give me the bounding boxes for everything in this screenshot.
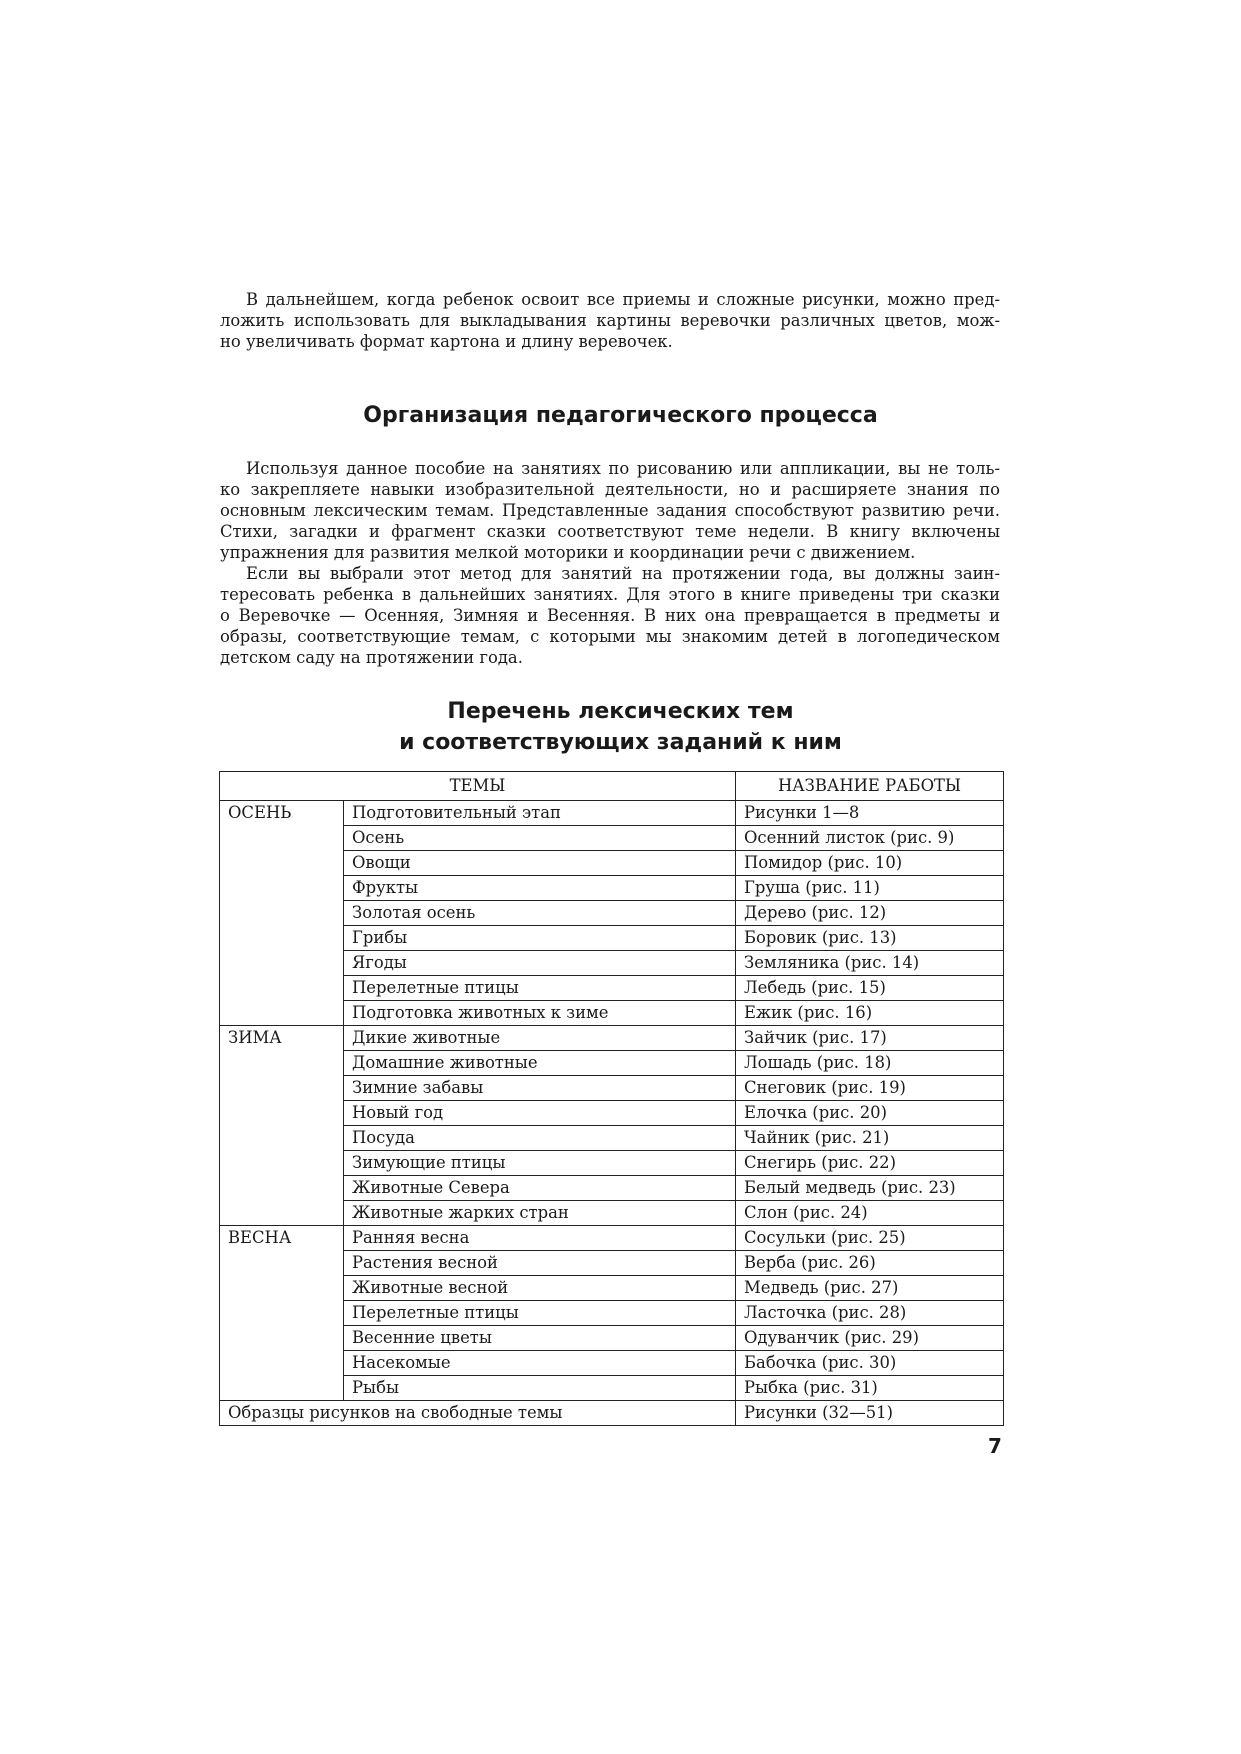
table-title-line-2: и соответствующих заданий к ним	[399, 730, 842, 755]
season-cell	[220, 976, 344, 1001]
season-cell	[220, 1251, 344, 1276]
header-topics: ТЕМЫ	[220, 772, 736, 801]
work-cell: Елочка (рис. 20)	[736, 1101, 1004, 1126]
table-header-row	[220, 772, 1004, 801]
paragraph-line: основным лексическим темам. Представленные задания способствуют развитию речи.	[220, 501, 1000, 520]
paragraph-method	[220, 563, 1000, 668]
topic-cell: Грибы	[344, 926, 736, 951]
season-cell	[220, 1301, 344, 1326]
season-cell	[220, 1326, 344, 1351]
table-row	[220, 1251, 1004, 1276]
paragraph-line: Если вы выбрали этот метод для занятий на протяжении года, вы должны заин-	[246, 564, 1000, 583]
topic-cell: Растения весной	[344, 1251, 736, 1276]
work-cell: Дерево (рис. 12)	[736, 901, 1004, 926]
topic-cell: Насекомые	[344, 1351, 736, 1376]
work-cell: Боровик (рис. 13)	[736, 926, 1004, 951]
topic-cell: Овощи	[344, 851, 736, 876]
work-cell: Верба (рис. 26)	[736, 1251, 1004, 1276]
table-row	[220, 1151, 1004, 1176]
table-row	[220, 851, 1004, 876]
work-cell: Ласточка (рис. 28)	[736, 1301, 1004, 1326]
season-cell	[220, 851, 344, 876]
season-cell	[220, 1376, 344, 1401]
topic-cell: Зимующие птицы	[344, 1151, 736, 1176]
section-heading: Организация педагогического процесса	[363, 403, 878, 428]
footer-topic-cell: Образцы рисунков на свободные темы	[220, 1401, 736, 1426]
work-cell: Зайчик (рис. 17)	[736, 1026, 1004, 1051]
topic-cell: Дикие животные	[344, 1026, 736, 1051]
work-cell: Медведь (рис. 27)	[736, 1276, 1004, 1301]
topic-cell: Перелетные птицы	[344, 976, 736, 1001]
topic-cell: Фрукты	[344, 876, 736, 901]
season-cell	[220, 1276, 344, 1301]
table-row	[220, 1176, 1004, 1201]
topic-cell: Подготовка животных к зиме	[344, 1001, 736, 1026]
topic-cell: Перелетные птицы	[344, 1301, 736, 1326]
table-row	[220, 1101, 1004, 1126]
topic-cell: Животные жарких стран	[344, 1201, 736, 1226]
work-cell: Ежик (рис. 16)	[736, 1001, 1004, 1026]
season-cell	[220, 1176, 344, 1201]
intro-line: но увеличивать формат картона и длину веревочек.	[220, 332, 673, 351]
paragraph-line: упражнения для развития мелкой моторики и координации речи с движением.	[220, 543, 916, 562]
table-row	[220, 1351, 1004, 1376]
topic-cell: Домашние животные	[344, 1051, 736, 1076]
intro-line: В дальнейшем, когда ребенок освоит все приемы и сложные рисунки, можно пред-	[246, 290, 1000, 309]
work-cell: Белый медведь (рис. 23)	[736, 1176, 1004, 1201]
work-cell: Сосульки (рис. 25)	[736, 1226, 1004, 1251]
paragraph-line: тересовать ребенка в дальнейших занятиях. Для этого в книге приведены три сказки	[220, 585, 1000, 604]
paragraph-usage	[220, 458, 1000, 563]
season-cell	[220, 1126, 344, 1151]
season-cell	[220, 1351, 344, 1376]
paragraph-line: ко закрепляете навыки изобразительной деятельности, но и расширяете знания по	[220, 480, 1000, 499]
season-cell	[220, 1151, 344, 1176]
topic-cell: Ягоды	[344, 951, 736, 976]
work-cell: Рисунки 1—8	[736, 801, 1004, 826]
paragraph-line: Стихи, загадки и фрагмент сказки соответствуют теме недели. В книгу включены	[220, 522, 1000, 541]
table-row	[220, 1126, 1004, 1151]
work-cell: Бабочка (рис. 30)	[736, 1351, 1004, 1376]
table-row	[220, 1026, 1004, 1051]
topic-cell: Новый год	[344, 1101, 736, 1126]
topic-cell: Животные Севера	[344, 1176, 736, 1201]
work-cell: Помидор (рис. 10)	[736, 851, 1004, 876]
paragraph-line: Используя данное пособие на занятиях по рисованию или аппликации, вы не толь-	[246, 459, 1000, 478]
page-number: 7	[988, 1434, 1002, 1458]
table-row	[220, 1326, 1004, 1351]
season-cell	[220, 1001, 344, 1026]
table-row	[220, 976, 1004, 1001]
work-cell: Рыбка (рис. 31)	[736, 1376, 1004, 1401]
work-cell: Одуванчик (рис. 29)	[736, 1326, 1004, 1351]
footer-work-cell: Рисунки (32—51)	[736, 1401, 1004, 1426]
table-row	[220, 801, 1004, 826]
topic-cell: Подготовительный этап	[344, 801, 736, 826]
table-row	[220, 876, 1004, 901]
table-row	[220, 1301, 1004, 1326]
table-row	[220, 1201, 1004, 1226]
table-row	[220, 826, 1004, 851]
work-cell: Слон (рис. 24)	[736, 1201, 1004, 1226]
season-cell	[220, 951, 344, 976]
work-cell: Снеговик (рис. 19)	[736, 1076, 1004, 1101]
table-title-line-1: Перечень лексических тем	[447, 699, 794, 724]
topic-cell: Зимние забавы	[344, 1076, 736, 1101]
work-cell: Земляника (рис. 14)	[736, 951, 1004, 976]
season-cell: ОСЕНЬ	[220, 801, 344, 826]
table-row	[220, 1076, 1004, 1101]
table-row	[220, 1376, 1004, 1401]
paragraph-line: о Веревочке — Осенняя, Зимняя и Весенняя. В них она превращается в предметы и	[220, 606, 1000, 625]
season-cell	[220, 876, 344, 901]
season-cell: ЗИМА	[220, 1026, 344, 1051]
topic-cell: Осень	[344, 826, 736, 851]
table-row	[220, 901, 1004, 926]
work-cell: Лебедь (рис. 15)	[736, 976, 1004, 1001]
intro-line: ложить использовать для выкладывания картины веревочки различных цветов, мож-	[220, 311, 1000, 330]
table-body	[220, 801, 1004, 1401]
table-row	[220, 1226, 1004, 1251]
season-cell: ВЕСНА	[220, 1226, 344, 1251]
season-cell	[220, 926, 344, 951]
paragraph-line: образы, соответствующие темам, с которыми мы знакомим детей в логопедическом	[220, 627, 1000, 646]
intro-paragraph	[220, 289, 1000, 352]
table-row	[220, 1001, 1004, 1026]
work-cell: Груша (рис. 11)	[736, 876, 1004, 901]
season-cell	[220, 1076, 344, 1101]
table-footer-row	[220, 1401, 1004, 1426]
table-row	[220, 1051, 1004, 1076]
topic-cell: Посуда	[344, 1126, 736, 1151]
topic-cell: Рыбы	[344, 1376, 736, 1401]
work-cell: Чайник (рис. 21)	[736, 1126, 1004, 1151]
topic-cell: Весенние цветы	[344, 1326, 736, 1351]
season-cell	[220, 1201, 344, 1226]
work-cell: Осенний листок (рис. 9)	[736, 826, 1004, 851]
header-work-title: НАЗВАНИЕ РАБОТЫ	[736, 772, 1004, 801]
table-row	[220, 1276, 1004, 1301]
table-row	[220, 926, 1004, 951]
work-cell: Лошадь (рис. 18)	[736, 1051, 1004, 1076]
season-cell	[220, 901, 344, 926]
season-cell	[220, 1051, 344, 1076]
work-cell: Снегирь (рис. 22)	[736, 1151, 1004, 1176]
topic-cell: Золотая осень	[344, 901, 736, 926]
topics-table	[219, 771, 1004, 1426]
topic-cell: Ранняя весна	[344, 1226, 736, 1251]
topic-cell: Животные весной	[344, 1276, 736, 1301]
table-row	[220, 951, 1004, 976]
paragraph-line: детском саду на протяжении года.	[220, 648, 523, 667]
season-cell	[220, 826, 344, 851]
season-cell	[220, 1101, 344, 1126]
